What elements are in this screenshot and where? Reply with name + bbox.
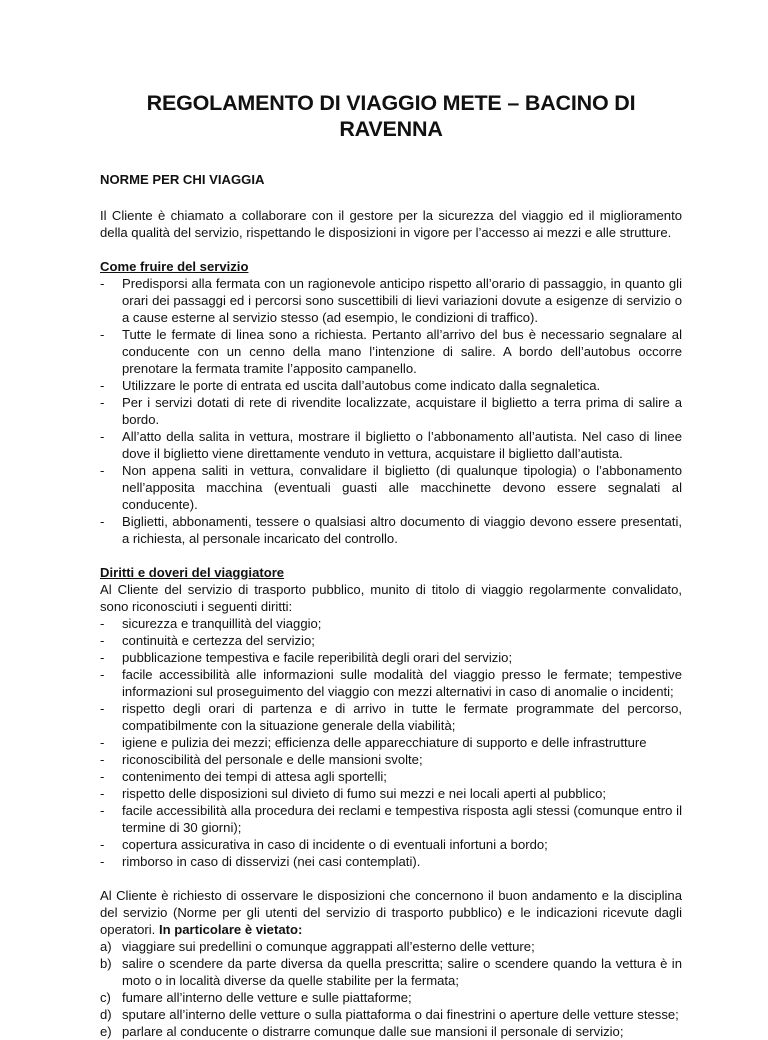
list-item: - contenimento dei tempi di attesa agli sportelli; bbox=[100, 768, 682, 785]
list-marker: b) bbox=[100, 956, 112, 971]
list-item: - Utilizzare le porte di entrata ed uscita dall’autobus come indicato dalla segnaletica. bbox=[100, 377, 682, 394]
obblighi-text: Al Cliente è richiesto di osservare le disposizioni che concernono il buon andamento e la disciplina del servizio (Norme per gli utenti del servizio di trasporto pubblico) e le indicazioni ricevute dagli operatori. bbox=[100, 888, 682, 937]
servizio-heading: Come fruire del servizio bbox=[100, 259, 249, 274]
list-item: - rispetto degli orari di partenza e di arrivo in tutte le fermate programmate del percorso, compatibilmente con la situazione generale della viabilità; bbox=[100, 700, 682, 734]
list-item: - rimborso in caso di disservizi (nei casi contemplati). bbox=[100, 853, 682, 870]
list-item bbox=[100, 955, 682, 989]
servizio-list bbox=[100, 275, 682, 547]
list-item: - sicurezza e tranquillità del viaggio; bbox=[100, 615, 682, 632]
list-item: - pubblicazione tempestiva e facile reperibilità degli orari del servizio; bbox=[100, 649, 682, 666]
list-marker: c) bbox=[100, 990, 111, 1005]
list-item: - copertura assicurativa in caso di incidente o di eventuali infortuni a bordo; bbox=[100, 836, 682, 853]
list-item: - Per i servizi dotati di rete di rivendite localizzate, acquistare il biglietto a terra prima di salire a bordo. bbox=[100, 394, 682, 428]
list-item: - riconoscibilità del personale e delle mansioni svolte; bbox=[100, 751, 682, 768]
obblighi-bold: In particolare è vietato: bbox=[158, 922, 303, 937]
intro-paragraph: Il Cliente è chiamato a collaborare con il gestore per la sicurezza del viaggio ed il miglioramento della qualità del servizio, rispettando le disposizioni in vigore per l’accesso ai mezzi e alle strutture. bbox=[100, 208, 682, 240]
list-item: - facile accessibilità alla procedura dei reclami e tempestiva risposta agli stessi (comunque entro il termine di 30 giorni); bbox=[100, 802, 682, 836]
list-item-text: viaggiare sui predellini o comunque aggrappati all’esterno delle vetture; bbox=[122, 939, 535, 954]
list-item: - facile accessibilità alle informazioni sulle modalità del viaggio presso le fermate; tempestive informazioni sul proseguimento del viaggio con mezzi alternativi in caso di anomalie o incidenti; bbox=[100, 666, 682, 700]
norme-heading: NORME PER CHI VIAGGIA bbox=[100, 172, 265, 187]
list-item: - igiene e pulizia dei mezzi; efficienza delle apparecchiature di supporto e delle infrastrutture bbox=[100, 734, 682, 751]
list-item: - Predisporsi alla fermata con un ragionevole anticipo rispetto all’orario di passaggio, in quanto gli orari dei passaggi ed i percorsi sono suscettibili di lievi variazioni dovute a esigenze di servizio o a cause esterne al servizio stesso (ad esempio, le condizioni di traffico). bbox=[100, 275, 682, 326]
list-marker: d) bbox=[100, 1007, 112, 1022]
list-item-text: salire o scendere da parte diversa da quella prescritta; salire o scendere quando la vettura è in moto o in località diverse da quelle stabilite per la fermata; bbox=[122, 956, 682, 988]
list-marker: a) bbox=[100, 939, 112, 954]
list-item: - Non appena saliti in vettura, convalidare il biglietto (di qualunque tipologia) o l’abbonamento nell’apposita macchina (eventuali guasti alle macchinette devono essere segnalati al conducente). bbox=[100, 462, 682, 513]
list-item-text: fumare all’interno delle vetture e sulle piattaforme; bbox=[122, 990, 412, 1005]
list-item bbox=[100, 1023, 682, 1040]
diritti-list bbox=[100, 615, 682, 870]
list-item-text: sputare all’interno delle vetture o sulla piattaforma o dai finestrini o aperture delle vetture stesse; bbox=[122, 1007, 679, 1022]
list-item: - All’atto della salita in vettura, mostrare il biglietto o l’abbonamento all’autista. Nel caso di linee dove il biglietto viene direttamente venduto in vettura, acquistare il biglietto dall’autista. bbox=[100, 428, 682, 462]
list-item bbox=[100, 938, 682, 955]
diritti-intro: Al Cliente del servizio di trasporto pubblico, munito di titolo di viaggio regolarmente convalidato, sono riconosciuti i seguenti diritti: bbox=[100, 582, 682, 614]
obblighi-paragraph bbox=[100, 887, 682, 938]
list-marker: e) bbox=[100, 1024, 112, 1039]
list-item: - continuità e certezza del servizio; bbox=[100, 632, 682, 649]
list-item-text: parlare al conducente o distrarre comunque dalle sue mansioni il personale di servizio; bbox=[122, 1024, 624, 1039]
list-item: - rispetto delle disposizioni sul divieto di fumo sui mezzi e nei locali aperti al pubblico; bbox=[100, 785, 682, 802]
list-item bbox=[100, 989, 682, 1006]
list-item bbox=[100, 1006, 682, 1023]
page-title: REGOLAMENTO DI VIAGGIO METE – BACINO DI RAVENNA bbox=[146, 91, 636, 141]
divieti-list bbox=[100, 938, 682, 1040]
list-item: - Biglietti, abbonamenti, tessere o qualsiasi altro documento di viaggio devono essere presentati, a richiesta, al personale incaricato del controllo. bbox=[100, 513, 682, 547]
list-item: - Tutte le fermate di linea sono a richiesta. Pertanto all’arrivo del bus è necessario segnalare al conducente con un cenno della mano l’intenzione di salire. A bordo dell’autobus occorre prenotare la fermata tramite l’apposito campanello. bbox=[100, 326, 682, 377]
diritti-heading: Diritti e doveri del viaggiatore bbox=[100, 565, 285, 580]
